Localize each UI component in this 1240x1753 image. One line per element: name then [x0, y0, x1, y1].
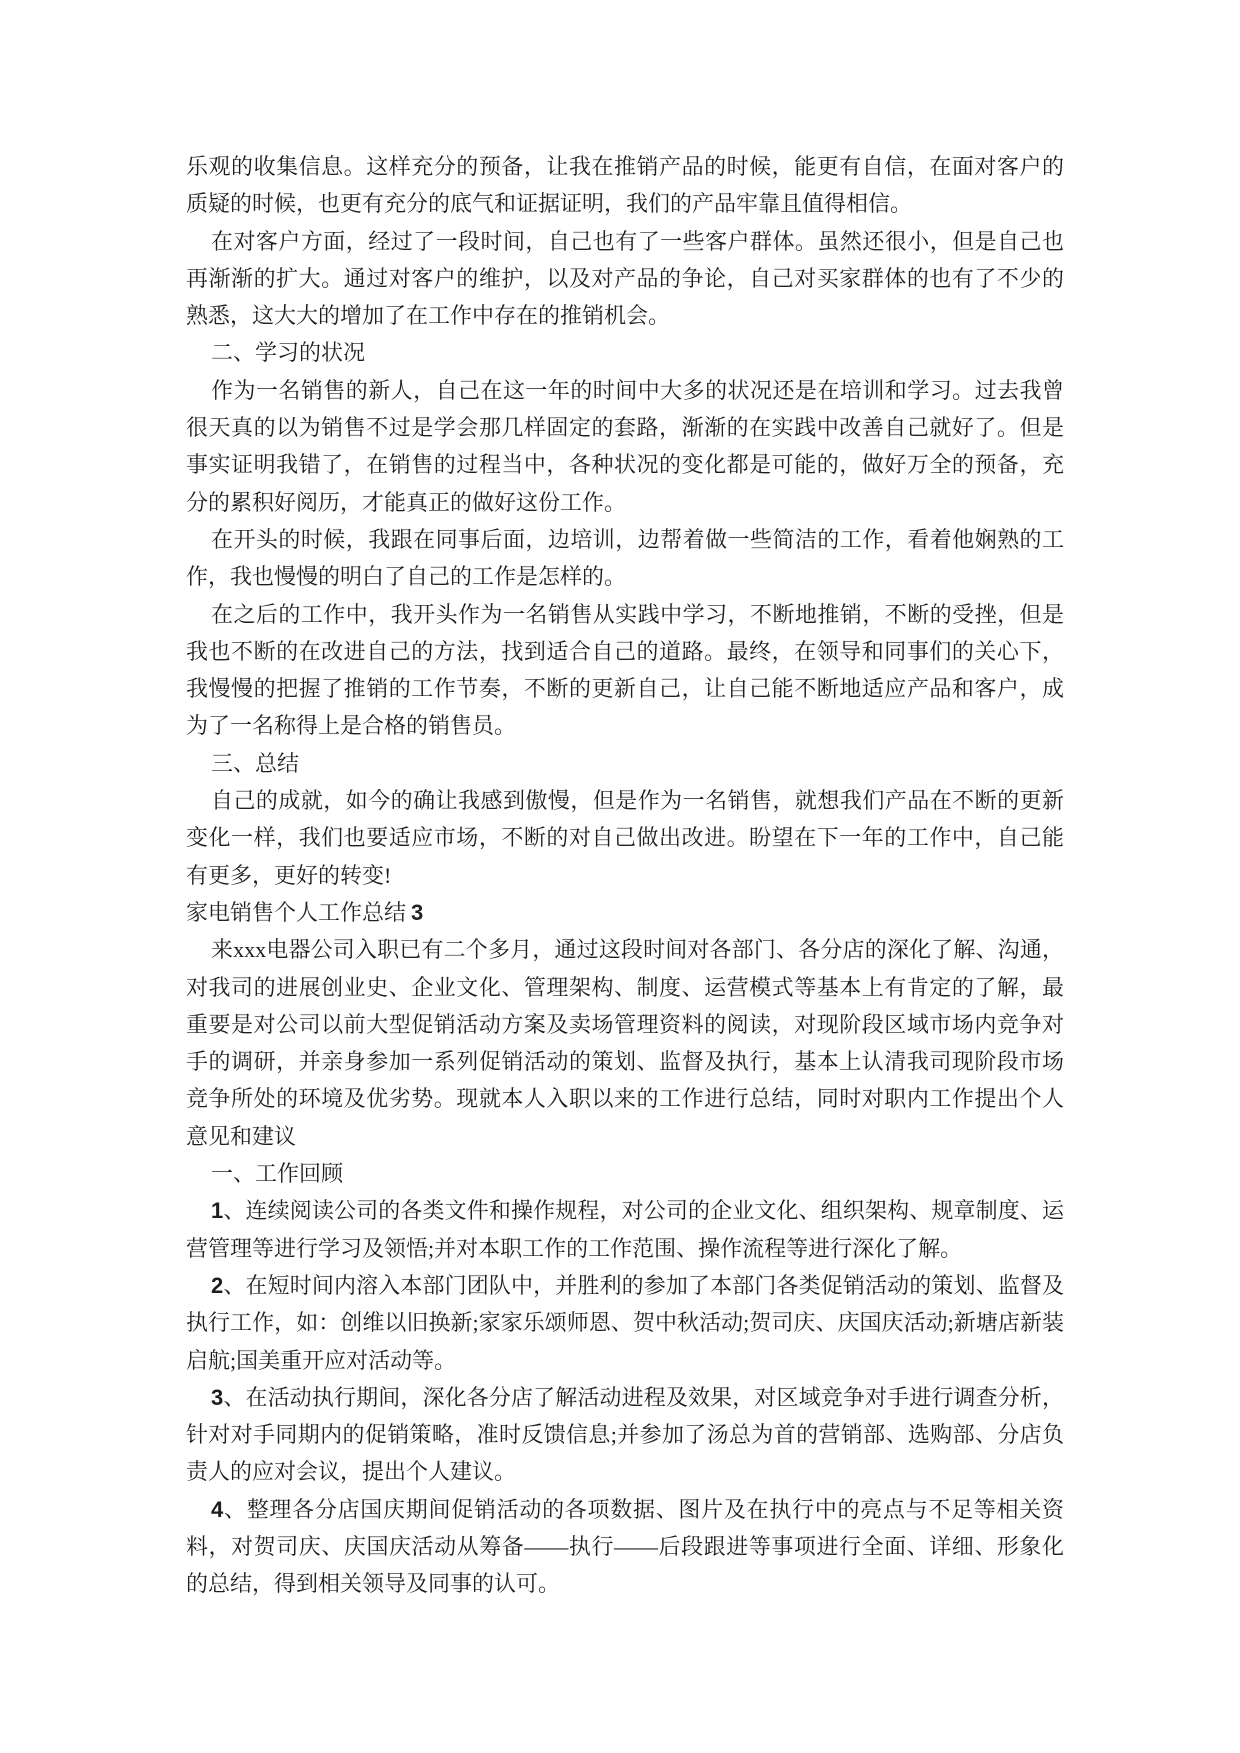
paragraph: 作为一名销售的新人，自己在这一年的时间中大多的状况还是在培训和学习。过去我曾很天真的以为销售不过是学会那几样固定的套路，渐渐的在实践中改善自己就好了。但是事实证明我错了，在销售的过程当中，各种状况的变化都是可能的，做好万全的预备，充分的累积好阅历，才能真正的做好这份工作。 — [186, 377, 1064, 515]
paragraph: 自己的成就，如今的确让我感到傲慢，但是作为一名销售，就想我们产品在不断的更新变化一样，我们也要适应市场，不断的对自己做出改进。盼望在下一年的工作中，自己能有更多，更好的转变! — [186, 788, 1064, 888]
document-body — [186, 148, 1064, 1603]
paragraph: 1、连续阅读公司的各类文件和操作规程，对公司的企业文化、组织架构、规章制度、运营管理等进行学习及领悟;并对本职工作的工作范围、操作流程等进行深化了解。 — [186, 1198, 1064, 1261]
paragraph: 在对客户方面，经过了一段时间，自己也有了一些客户群体。虽然还很小，但是自己也再渐渐的扩大。通过对客户的维护，以及对产品的争论，自己对买家群体的也有了不少的熟悉，这大大的增加了在工作中存在的推销机会。 — [186, 228, 1064, 329]
list-number: 1 — [211, 1198, 224, 1224]
paragraph: 2、在短时间内溶入本部门团队中，并胜利的参加了本部门各类促销活动的策划、监督及执行工作，如：创维以旧换新;家家乐颂师恩、贺中秋活动;贺司庆、庆国庆活动;新塘店新装启航;国美重开应对活动等。 — [186, 1272, 1064, 1373]
paragraph: 在开头的时候，我跟在同事后面，边培训，边帮着做一些简洁的工作，看着他娴熟的工作，我也慢慢的明白了自己的工作是怎样的。 — [186, 526, 1064, 590]
paragraph: 乐观的收集信息。这样充分的预备，让我在推销产品的时候，能更有自信，在面对客户的质疑的时候，也更有充分的底气和证据证明，我们的产品牢靠且值得相信。 — [186, 154, 1064, 217]
paragraph: 4、整理各分店国庆期间促销活动的各项数据、图片及在执行中的亮点与不足等相关资料，对贺司庆、庆国庆活动从筹备——执行——后段跟进等事项进行全面、详细、形象化的总结，得到相关领导及同事的认可。 — [186, 1496, 1064, 1597]
paragraph: 来xxx电器公司入职已有二个多月，通过这段时间对各部门、各分店的深化了解、沟通，对我司的进展创业史、企业文化、管理架构、制度、运营模式等基本上有肯定的了解，最重要是对公司以前大型促销活动方案及卖场管理资料的阅读，对现阶段区域市场内竞争对手的调研，并亲身参加一系列促销活动的策划、监督及执行，基本上认清我司现阶段市场竞争所处的环境及优劣势。现就本人入职以来的工作进行总结，同时对职内工作提出个人意见和建议 — [186, 937, 1064, 1149]
paragraph: 一、工作回顾 — [211, 1161, 344, 1187]
list-number: 3 — [211, 1384, 224, 1410]
paragraph: 三、总结 — [211, 750, 300, 776]
heading-number: 3 — [411, 899, 424, 925]
paragraph: 在之后的工作中，我开头作为一名销售从实践中学习，不断地推销，不断的受挫，但是我也不断的在改进自己的方法，找到适合自己的道路。最终，在领导和同事们的关心下，我慢慢的把握了推销的工作节奏，不断的更新自己，让自己能不断地适应产品和客户，成为了一名称得上是合格的销售员。 — [186, 601, 1064, 739]
list-number: 2 — [211, 1272, 224, 1298]
paragraph: 二、学习的状况 — [211, 340, 366, 366]
section-title: 家电销售个人工作总结 3 — [186, 899, 424, 925]
paragraph: 3、在活动执行期间，深化各分店了解活动进程及效果，对区域竞争对手进行调查分析，针对对手同期内的促销策略，准时反馈信息;并参加了汤总为首的营销部、选购部、分店负责人的应对会议，提出个人建议。 — [186, 1384, 1064, 1485]
list-number: 4 — [211, 1496, 224, 1522]
